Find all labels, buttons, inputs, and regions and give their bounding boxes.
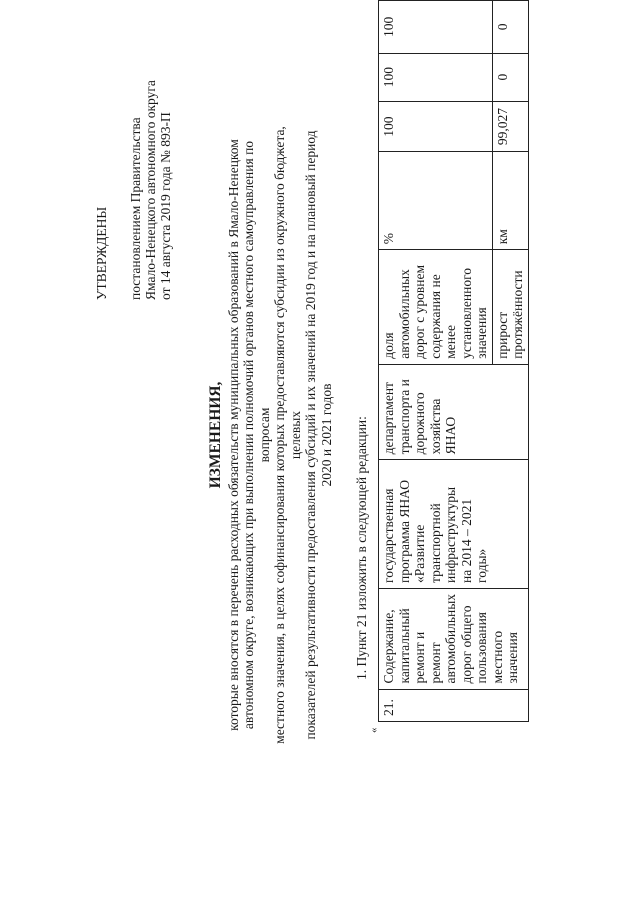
text-line: инфраструктуры [443, 486, 458, 583]
text-line: установленного [458, 267, 474, 359]
text-line: протяжённости [510, 270, 525, 359]
cell-value-2019: 100 [379, 101, 493, 152]
text-line: дорог с уровнем [412, 265, 427, 359]
title-line: которые вносятся в перечень расходных обязательств муниципальных образований в Ямало-Ненецком [225, 139, 241, 731]
text-line: «Развитие [412, 524, 427, 583]
approval-line: Ямало-Ненецкого автономного округа [143, 80, 158, 300]
cell-value-2020: 100 [379, 53, 493, 101]
text-line: капитальный [396, 608, 412, 684]
cell-unit: % [379, 152, 493, 250]
text-line: программа ЯНАО [396, 480, 412, 583]
cell-value-2020: 0 [492, 53, 528, 101]
opening-quote: « [368, 727, 380, 733]
text-line: дорожного [412, 392, 427, 455]
cell-value-2021: 0 [492, 1, 528, 54]
approval-line: постановлением Правительства [128, 117, 143, 300]
approval-heading: УТВЕРЖДЕНЫ [94, 206, 109, 300]
cell-program [379, 460, 529, 589]
text-line: автомобильных [396, 269, 412, 359]
title-line: местного значения, в целях софинансирования которых предоставляются субсидии из окружного бюджета, целевых [272, 126, 303, 744]
cell-indicator [379, 250, 493, 365]
text-line: менее [443, 325, 458, 359]
text-line: автомобильных [443, 593, 458, 684]
text-line: значения [474, 307, 489, 359]
text-line: ЯНАО [443, 416, 458, 455]
title-heading: ИЗМЕНЕНИЯ, [207, 381, 224, 489]
text-line: дорог общего [458, 605, 474, 684]
cell-value-2019: 99,027 [492, 101, 528, 152]
approval-line: от 14 августа 2019 года № 893-П [158, 112, 173, 300]
text-line: ремонт и [412, 631, 427, 684]
cell-value-2021: 100 [379, 1, 493, 54]
text-line: Содержание, [381, 609, 396, 684]
text-line: пользования [474, 611, 489, 684]
cell-indicator [492, 250, 528, 365]
text-line: прирост [494, 311, 510, 359]
changes-table [378, 0, 529, 722]
cell-unit: км [492, 152, 528, 250]
text-line: хозяйства [427, 398, 443, 455]
approval-stamp [94, 80, 173, 300]
text-line: департамент [381, 382, 396, 455]
text-line: на 2014 – 2021 [458, 498, 474, 583]
text-line: транспортной [427, 503, 443, 583]
cell-department [379, 364, 529, 460]
title-line: 2020 и 2021 годов [318, 383, 334, 487]
text-line: значения [505, 632, 520, 684]
cell-obligation [379, 588, 529, 689]
text-line: содержания не [427, 274, 443, 359]
text-line: государственная [381, 488, 396, 583]
document-title [208, 115, 334, 755]
text-line: ремонт [427, 642, 443, 684]
text-line: местного [489, 630, 505, 684]
text-line: годы» [474, 548, 489, 583]
cell-number: 21. [379, 689, 529, 721]
text-line: транспорта и [396, 379, 412, 455]
text-line: доля [381, 332, 396, 359]
table-row [379, 1, 493, 722]
title-line: показателей результативности предоставления субсидий и их значений на 2019 год и на плановый период [303, 130, 318, 740]
instruction-text: 1. Пункт 21 изложить в следующей редакции: [354, 416, 369, 680]
title-line: автономном округе, возникающих при выполнении полномочий органов местного самоуправления по вопросам [241, 140, 272, 730]
